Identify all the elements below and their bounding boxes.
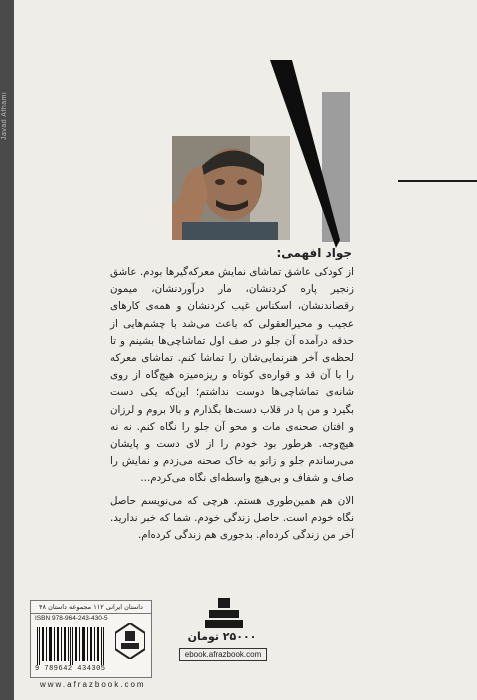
barcode-digits: 9 789642 434305 [35, 665, 106, 673]
text-paragraph-2: الان هم همین‌طوری هستم. هرچی که می‌نویسم حاصل نگاه خودم است. حاصل زندگی خودم. شما که خبر ندارید. آخر من زندگی کرده‌ام. بدجوری هم زندگی کرده‌ام. [110, 494, 354, 542]
spine-text: Javad Afhami [1, 91, 8, 140]
afraz-publisher-logo-icon [205, 598, 243, 628]
barcode-panel [30, 600, 152, 678]
price-label: ۲۵۰۰۰ تومان [187, 630, 257, 643]
ebook-url[interactable]: ebook.afrazbook.com [179, 648, 267, 661]
horizontal-rule [398, 180, 477, 182]
price-box [175, 596, 269, 664]
diagonal-slash-graphic [270, 60, 360, 250]
afraz-logo-icon [115, 623, 145, 659]
series-label: داستان ایرانی ۱۱۲ مجموعه داستان ۴۸ [31, 601, 151, 614]
isbn-label: ISBN 978-964-243-430-5 [35, 615, 108, 622]
book-spine [0, 0, 14, 700]
publisher-website[interactable]: www.afrazbook.com [40, 680, 146, 689]
author-name: جواد افهمی: [276, 246, 352, 260]
barcode-icon [37, 627, 105, 665]
text-paragraph-1: از کودکی عاشق تماشای نمایش معرکه‌گیرها بودم. عاشق زنجیر پاره کردنشان، مار درآوردنشان، میمون رقصاندنشان، اسکناس غیب کردنشان و همه‌ی کارهای عجیب و محیرالعقولی که باعث می‌شد با چشم‌هایی از حدقه درآمده آن جلو در صف اول تماشاچی‌ها بشینم و تا لحظه‌ی آخر هنرنمایی‌شان را تماشا کنم. تماشای معرکه را با آن قد و قواره‌ی کوتاه و ریزه‌میزه هیچ‌گاه از روی شانه‌ی تماشاچی‌ها دوست نداشتم؛ این‌که یکی دست بگیرد و من پا در قلاب دست‌ها بگذارم و بالا بروم و لرزان و افتان صحنه‌ی مات و محو آن جلو را نگاه کنم. نه نه هیچ‌وجه. هرطور بود خودم را از لای دست و پایشان می‌رساندم جلو و زانو به خاک صحنه می‌زدم و نمایش را صاف و شفاف و بی‌هیچ واسطه‌ای نگاه می‌کردم... [110, 266, 354, 485]
back-cover-text [110, 264, 354, 549]
